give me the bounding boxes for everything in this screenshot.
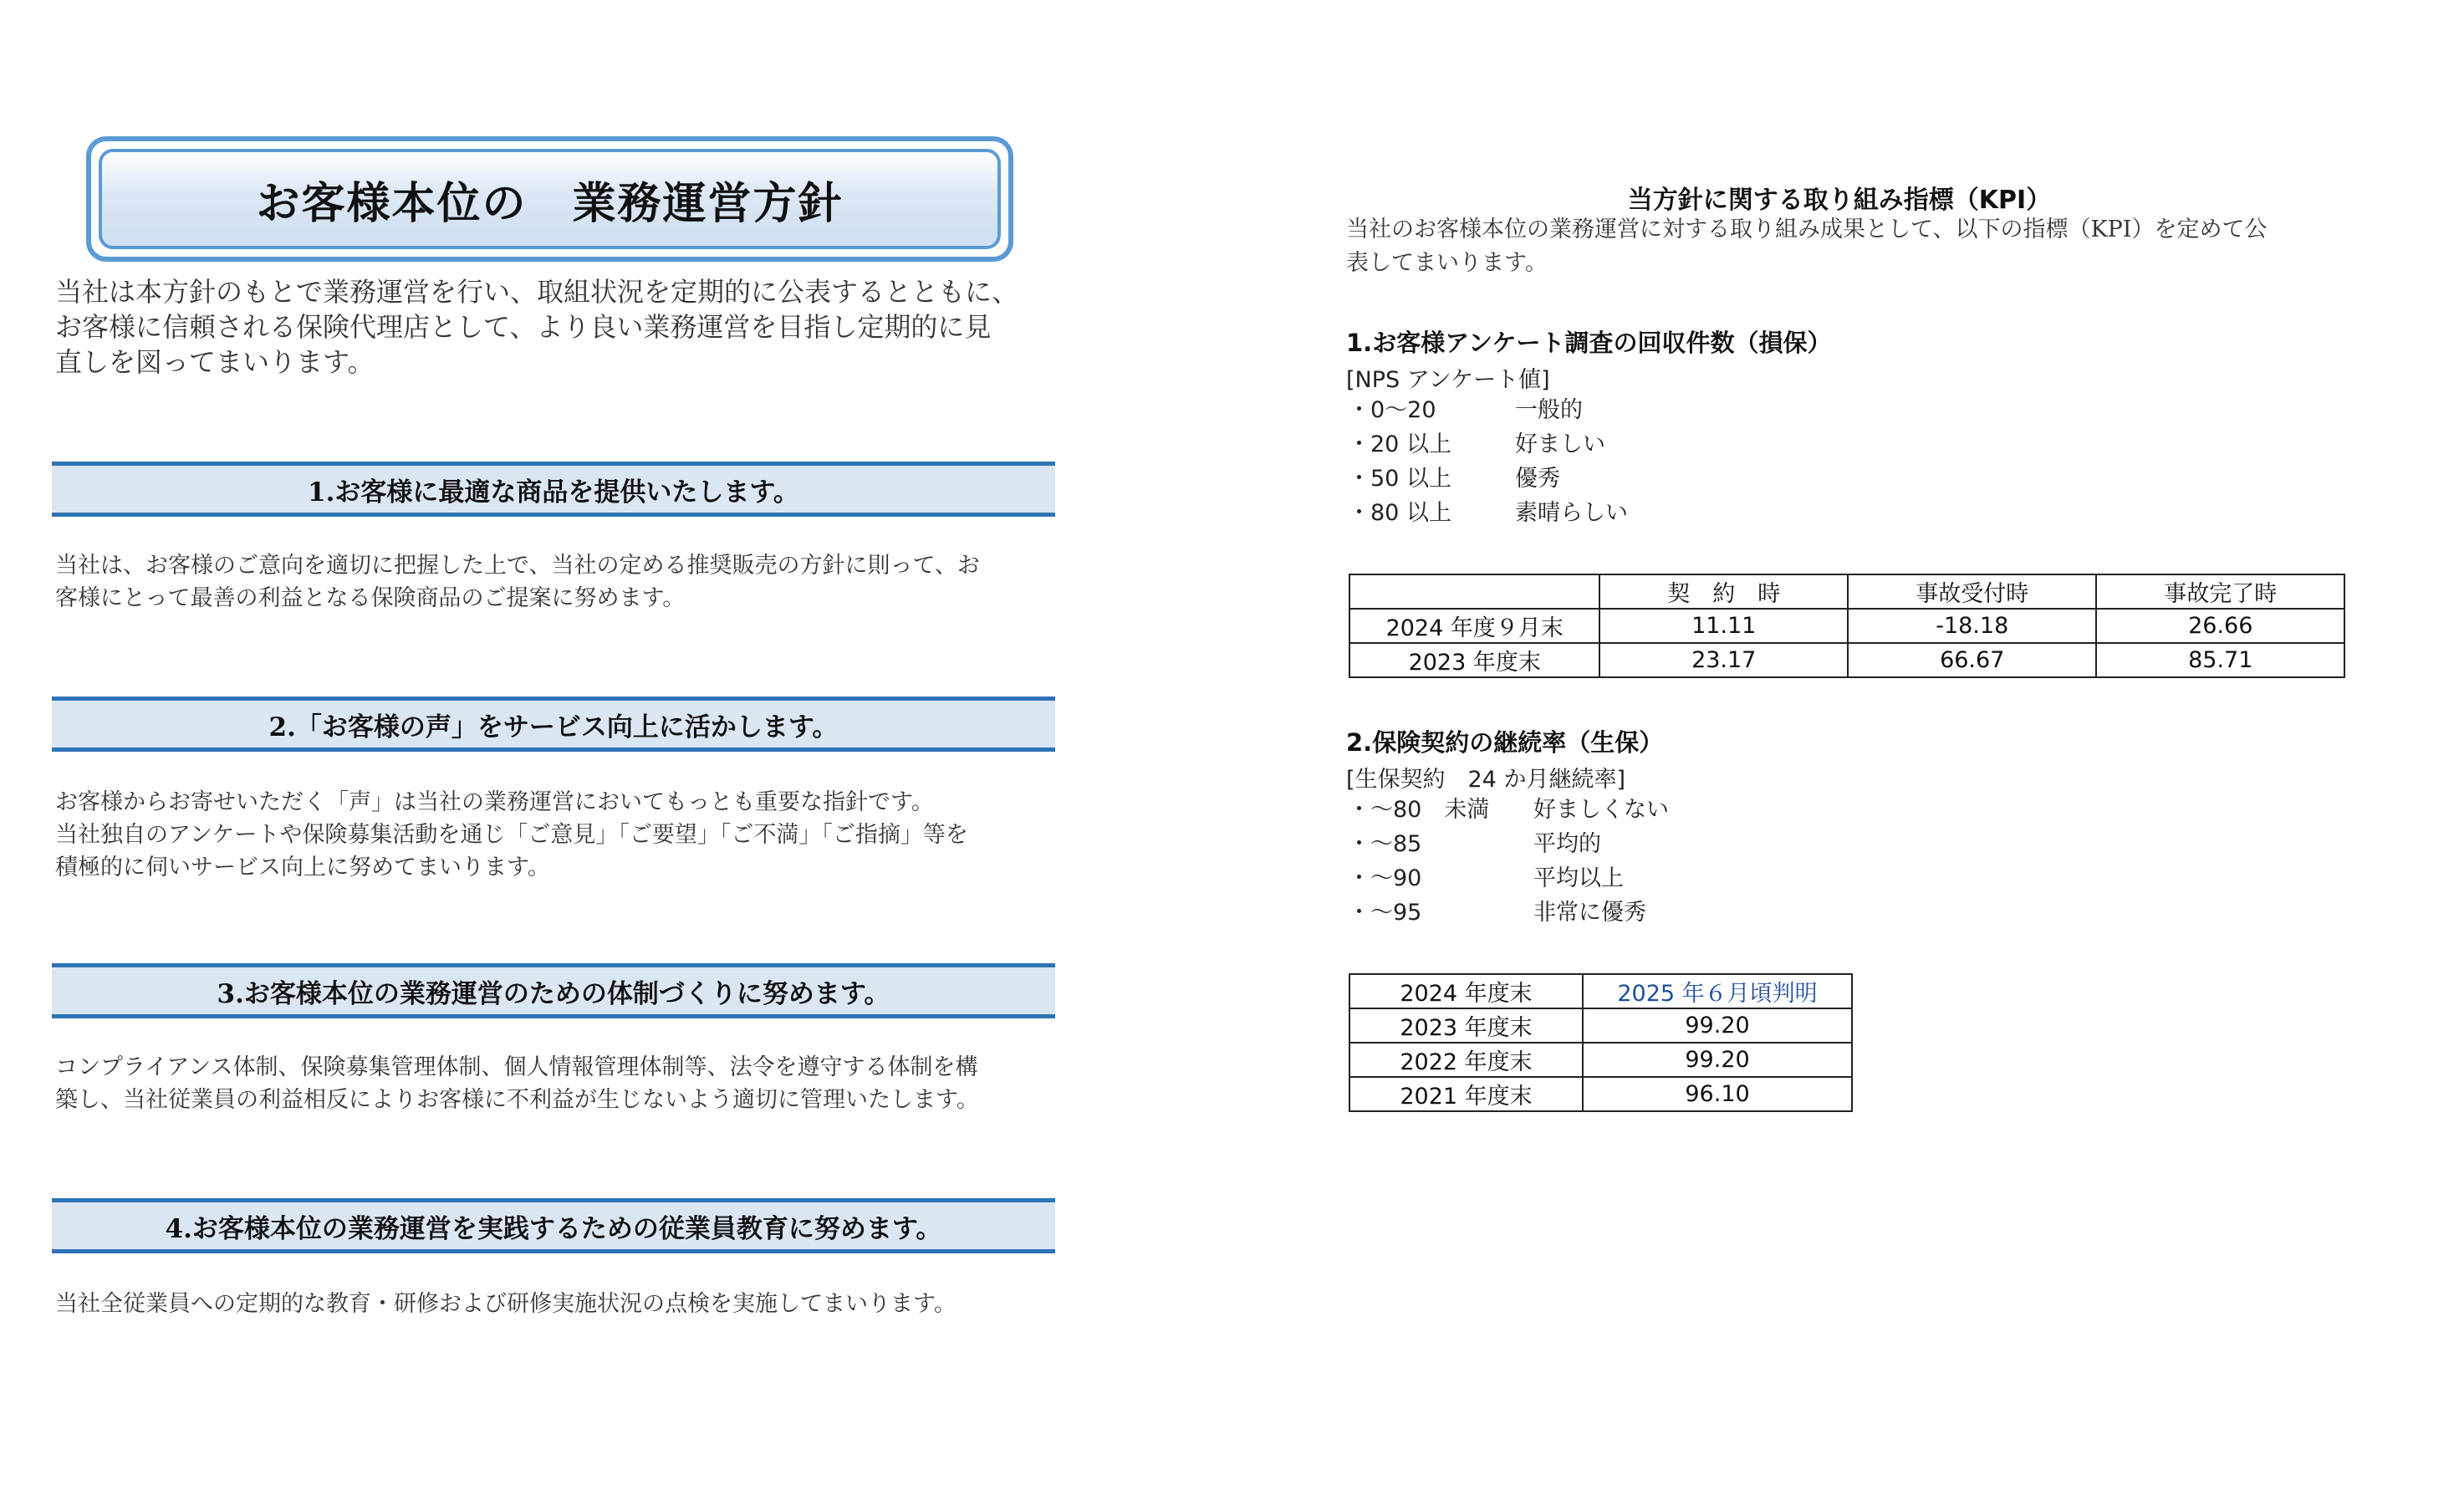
scale-item	[1348, 827, 1669, 861]
table-row	[1349, 974, 1852, 1008]
scale-item	[1348, 496, 1628, 530]
table-cell: 2023 年度末	[1349, 643, 1599, 677]
kpi-description	[1346, 213, 2349, 280]
scale-item	[1348, 896, 1669, 930]
scale-range: ・～90	[1348, 865, 1422, 891]
table-header: 事故受付時	[1848, 574, 2097, 609]
body-line: 当社は、お客様のご意向を適切に把握した上で、当社の定める推奨販売の方針に則って、お	[55, 553, 980, 579]
table-row	[1349, 1077, 1852, 1111]
section-body-4	[55, 1288, 1063, 1320]
scale-meaning: 好ましい	[1515, 431, 1605, 457]
scale-item	[1348, 793, 1669, 827]
table-row	[1349, 609, 2344, 643]
scale-meaning: 非常に優秀	[1533, 900, 1646, 926]
body-line: 当社全従業員への定期的な教育・研修および研修実施状況の点検を実施してまいります。	[55, 1291, 957, 1317]
table-cell: -18.18	[1848, 609, 2097, 643]
scale-range: ・～80 未満	[1348, 797, 1490, 823]
section-body-1	[55, 549, 1063, 615]
section-heading-4: 4.お客様本位の業務運営を実践するための従業員教育に努めます。	[52, 1198, 1055, 1253]
section-body-2	[55, 786, 1063, 884]
body-line: 築し、当社従業員の利益相反によりお客様に不利益が生じないよう適切に管理いたします。	[55, 1087, 979, 1113]
kpi1-heading: 1.お客様アンケート調査の回収件数（損保）	[1346, 329, 1832, 357]
nps-table	[1349, 574, 2345, 678]
body-line: コンプライアンス体制、保険募集管理体制、個人情報管理体制等、法令を遵守する体制を構	[55, 1054, 978, 1080]
scale-meaning: 素晴らしい	[1515, 500, 1628, 526]
body-line: 積極的に伺いサービス向上に努めてまいります。	[55, 855, 550, 880]
table-cell: 96.10	[1583, 1077, 1852, 1111]
scale-meaning: 一般的	[1515, 397, 1583, 423]
kpi2-scale	[1348, 793, 1669, 930]
scale-meaning: 平均以上	[1533, 865, 1624, 891]
scale-range: ・80 以上	[1348, 500, 1451, 526]
table-header: 契 約 時	[1599, 574, 1848, 609]
section-heading-1: 1.お客様に最適な商品を提供いたします。	[52, 462, 1055, 517]
policy-title-box	[86, 136, 1013, 262]
table-row	[1349, 643, 2344, 677]
body-line: お客様からお寄せいただく「声」は当社の業務運営においてもっとも重要な指針です。	[55, 789, 934, 815]
table-cell: 2024 年度末	[1349, 974, 1583, 1008]
kpi2-heading: 2.保険契約の継続率（生保）	[1346, 728, 1664, 757]
kpi2-label: [生保契約 24 か月継続率]	[1346, 767, 1626, 793]
table-header: 事故完了時	[2096, 574, 2344, 609]
scale-meaning: 平均的	[1533, 831, 1601, 857]
table-cell: 66.67	[1848, 643, 2097, 677]
table-cell: 99.20	[1583, 1008, 1852, 1043]
scale-item	[1348, 393, 1628, 427]
table-row	[1349, 1008, 1852, 1043]
retention-table	[1349, 973, 1853, 1112]
table-cell: 2023 年度末	[1349, 1008, 1583, 1043]
desc-line: 当社のお客様本位の業務運営に対する取り組み成果として、以下の指標（KPI）を定めて公	[1346, 217, 2268, 242]
table-header-row	[1349, 574, 2344, 609]
policy-title: お客様本位の 業務運営方針	[99, 149, 1001, 249]
policy-intro	[55, 274, 1059, 380]
table-cell: 23.17	[1599, 643, 1848, 677]
intro-line: 直しを図ってまいります。	[55, 346, 375, 378]
scale-range: ・0～20	[1348, 397, 1436, 423]
scale-range: ・20 以上	[1348, 431, 1451, 457]
intro-line: お客様に信頼される保険代理店として、より良い業務運営を目指し定期的に見	[55, 311, 992, 343]
kpi1-scale	[1348, 393, 1628, 530]
scale-range: ・50 以上	[1348, 466, 1451, 492]
kpi-title: 当方針に関する取り組み指標（KPI）	[1627, 186, 2052, 215]
body-line: 客様にとって最善の利益となる保険商品のご提案に努めます。	[55, 585, 686, 611]
scale-item	[1348, 462, 1628, 496]
kpi1-label: [NPS アンケート値]	[1346, 367, 1550, 393]
section-heading-3: 3.お客様本位の業務運営のための体制づくりに努めます。	[52, 963, 1055, 1018]
scale-item	[1348, 861, 1669, 896]
scale-item	[1348, 427, 1628, 462]
table-cell: 99.20	[1583, 1043, 1852, 1077]
scale-meaning: 好ましくない	[1533, 797, 1669, 823]
table-cell: 2024 年度９月末	[1349, 609, 1599, 643]
pending-value: 2025 年６月頃判明	[1583, 974, 1852, 1008]
desc-line: 表してまいります。	[1346, 250, 1548, 276]
body-line: 当社独自のアンケートや保険募集活動を通じ「ご意見」「ご要望」「ご不満」「ご指摘」等を	[55, 822, 968, 848]
table-cell: 2022 年度末	[1349, 1043, 1583, 1077]
section-body-3	[55, 1051, 1063, 1116]
table-row	[1349, 1043, 1852, 1077]
table-cell: 2021 年度末	[1349, 1077, 1583, 1111]
scale-meaning: 優秀	[1515, 466, 1560, 492]
scale-range: ・～95	[1348, 900, 1422, 926]
table-cell: 85.71	[2096, 643, 2344, 677]
table-header	[1349, 574, 1599, 609]
intro-line: 当社は本方針のもとで業務運営を行い、取組状況を定期的に公表するとともに、	[55, 276, 1019, 308]
table-cell: 11.11	[1599, 609, 1848, 643]
scale-range: ・～85	[1348, 831, 1422, 857]
table-cell: 26.66	[2096, 609, 2344, 643]
section-heading-2: 2.「お客様の声」をサービス向上に活かします。	[52, 697, 1055, 752]
